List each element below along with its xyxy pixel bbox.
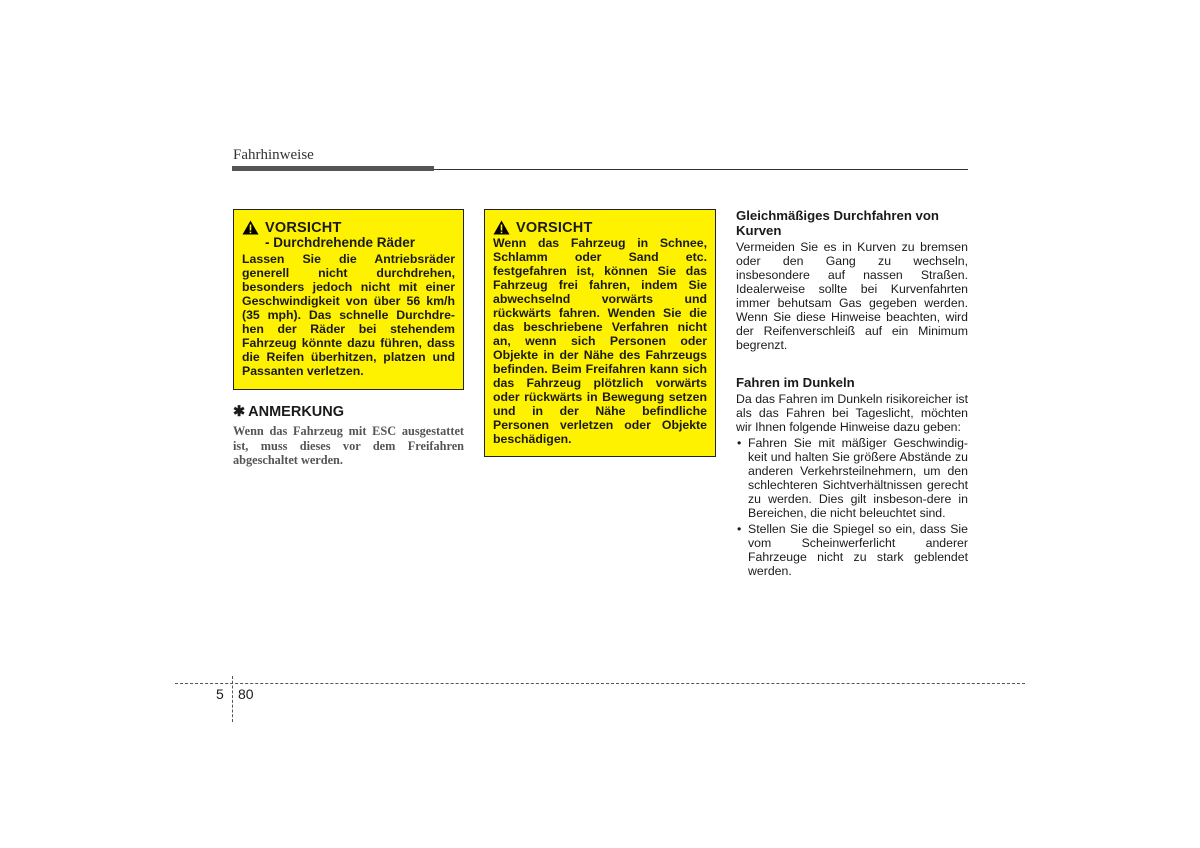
- section-body-curves: Vermeiden Sie es in Kurven zu bremsen oder den Gang zu wechseln, insbesondere auf nassen Straßen. Idealerweise sollte bei Kurvenfahrten immer behutsam Gas gegeben werden. Wenn Sie diese Hinweise beachten, wird der Reifenverschleiß auf ein Minimum begrenzt.: [736, 240, 968, 352]
- list-item-text: Stellen Sie die Spiegel so ein, dass Sie vom Scheinwerferlicht anderer Fahrzeuge nicht zu stark geblendet werden.: [748, 522, 968, 578]
- caution-subtitle: - Durchdrehende Räder: [265, 235, 416, 250]
- section-night-driving: [736, 375, 968, 580]
- bullet-icon: •: [737, 522, 742, 536]
- section-title: Fahrhinweise: [233, 147, 314, 163]
- caution-header: [242, 220, 455, 235]
- caution-box-stuck-vehicle: [484, 209, 716, 457]
- section-curves: [736, 208, 968, 352]
- section-body-night-driving: Da das Fahren im Dunkeln risikoreicher ist als das Fahren bei Tageslicht, möchten wir Ihnen folgende Hinweise dazu geben:: [736, 392, 968, 434]
- note-title: ANMERKUNG: [248, 404, 345, 420]
- warning-triangle-icon: [493, 220, 510, 235]
- section-heading-curves: Gleichmäßiges Durchfahren von Kurven: [736, 208, 939, 238]
- section-heading-night-driving: Fahren im Dunkeln: [736, 375, 855, 390]
- chapter-number: 5: [216, 686, 224, 702]
- page-number: 80: [238, 686, 254, 702]
- caution-title: VORSICHT: [265, 219, 342, 236]
- note-header: [233, 404, 344, 420]
- header-rule-thick: [232, 166, 434, 171]
- caution-body: Lassen Sie die Antriebsräder generell nicht durchdrehen, besonders jedoch nicht mit einer Geschwindigkeit von über 56 km/h (35 mph). Das schnelle Durchdre-hen der Räder bei stehendem Fahrzeug könnte dazu führen, dass die Reifen überhitzen, platzen und Passanten verletzen.: [242, 252, 455, 378]
- asterisk-icon: ✱: [233, 404, 246, 420]
- header-rule-thin: [434, 169, 968, 170]
- caution-body: Wenn das Fahrzeug in Schnee, Schlamm oder Sand etc. festgefahren ist, können Sie das Fahrzeug frei fahren, indem Sie abwechselnd vorwärts und rückwärts fahren. Wenden Sie die das beschriebene Verfahren nicht an, wenn sich Personen oder Objekte in der Nähe des Fahrzeugs befinden. Beim Freifahren kann sich das Fahrzeug plötzlich vorwärts oder rückwärts in Bewegung setzen und in der Nähe befindliche Personen verletzen oder Objekte beschädigen.: [493, 236, 707, 446]
- warning-triangle-icon: [242, 220, 259, 235]
- list-item: [736, 436, 968, 520]
- bullet-icon: •: [737, 436, 742, 450]
- caution-box-spinning-wheels: [233, 209, 464, 390]
- footer-dashed-rule: [175, 683, 1025, 684]
- caution-header: [493, 220, 707, 235]
- night-driving-tips: [736, 436, 968, 578]
- list-item: [736, 522, 968, 578]
- caution-title: VORSICHT: [516, 219, 593, 236]
- note-body: Wenn das Fahrzeug mit ESC ausgestattet ist, muss dieses vor dem Freifahren abgeschaltet werden.: [233, 424, 464, 467]
- footer-vertical-dashed-rule: [232, 676, 233, 722]
- list-item-text: Fahren Sie mit mäßiger Geschwindig-keit und halten Sie größere Abstände zu anderen Verkehrsteilnehmern, um den schlechteren Sichtverhältnissen gerecht zu werden. Dies gilt insbeson-dere in Bereichen, die nicht beleuchtet sind.: [748, 436, 968, 520]
